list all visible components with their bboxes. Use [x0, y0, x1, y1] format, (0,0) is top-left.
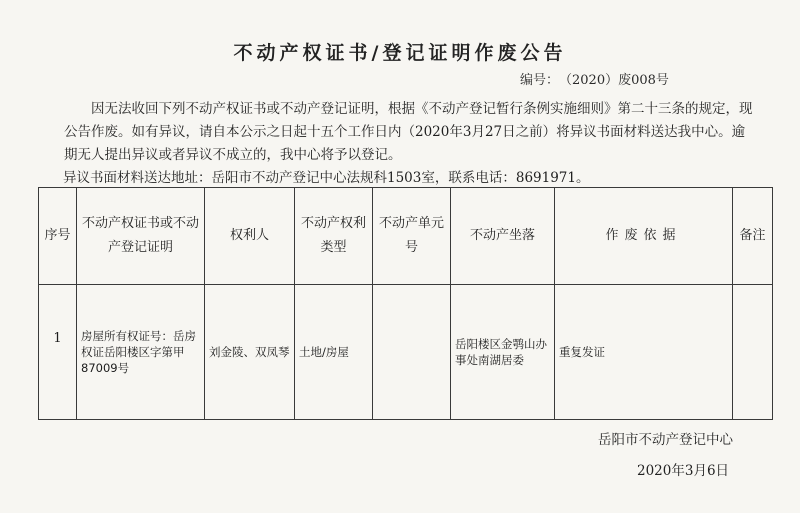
header-remarks: 备注 — [733, 188, 773, 285]
cell-unit-number — [373, 285, 451, 420]
table-header-row — [39, 188, 773, 285]
issue-date: 2020年3月6日 — [637, 463, 730, 479]
document-number: 编号： （2020）废008号 — [520, 73, 669, 88]
issuing-organization: 岳阳市不动产登记中心 — [598, 432, 733, 448]
header-right-type: 不动产权利类型 — [295, 188, 373, 285]
void-certificate-table — [38, 187, 773, 420]
cell-location: 岳阳楼区金鹗山办事处南湖居委 — [451, 285, 555, 420]
notice-paragraph: 因无法收回下列不动产权证书或不动产登记证明，根据《不动产登记暂行条例实施细则》第二十三条的规定，现公告作废。如有异议，请自本公示之日起十五个工作日内（2020年3月27日之前）将异议书面材料送达我中心。逾期无人提出异议或者异议不成立的，我中心将予以登记。 — [64, 101, 753, 163]
notice-body — [64, 98, 754, 167]
objection-address: 异议书面材料送达地址：岳阳市不动产登记中心法规科1503室，联系电话：8691971。 — [63, 170, 590, 186]
header-void-basis: 作废依据 — [555, 188, 733, 285]
notice-title: 不动产权证书/登记证明作废公告 — [233, 42, 567, 64]
header-unit-number: 不动产单元号 — [373, 188, 451, 285]
cell-remarks — [733, 285, 773, 420]
cell-certificate: 房屋所有权证号：岳房权证岳阳楼区字第甲87009号 — [77, 285, 205, 420]
cell-right-type: 土地/房屋 — [295, 285, 373, 420]
header-right-holder: 权利人 — [205, 188, 295, 285]
header-certificate: 不动产权证书或不动产登记证明 — [77, 188, 205, 285]
cell-right-holder: 刘金陵、双凤琴 — [205, 285, 295, 420]
header-location: 不动产坐落 — [451, 188, 555, 285]
table-row — [39, 285, 773, 420]
header-seq: 序号 — [39, 188, 77, 285]
cell-void-basis: 重复发证 — [555, 285, 733, 420]
cell-seq: 1 — [39, 285, 77, 420]
